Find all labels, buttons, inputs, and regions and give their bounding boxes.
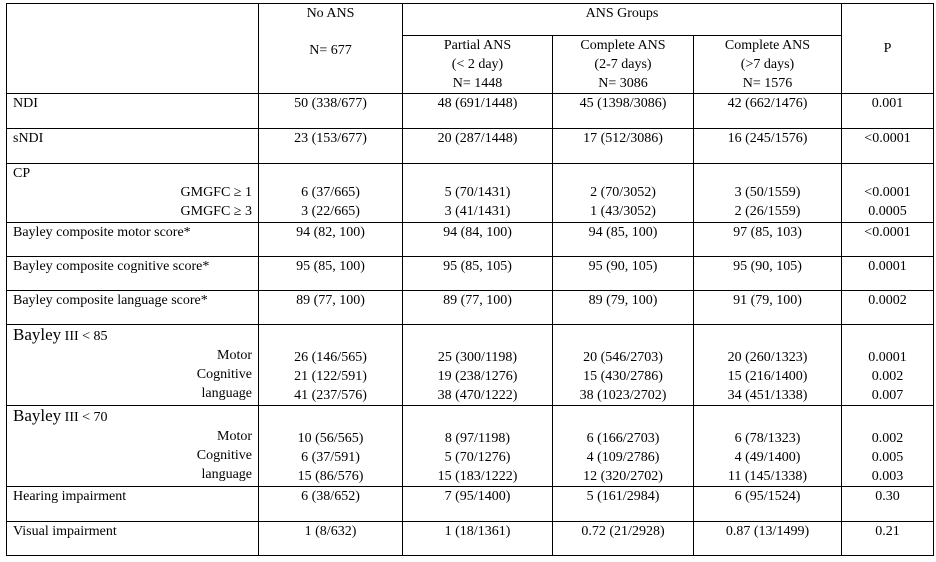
cell-p xyxy=(842,406,934,487)
cell-value: 15 (183/1222) xyxy=(437,469,518,484)
cell-partial xyxy=(403,164,553,223)
sub-label: GMGFC ≥ 1 xyxy=(180,185,252,200)
row-label: Bayley composite motor score* xyxy=(7,223,259,257)
cell-complete-2-7 xyxy=(553,164,694,223)
table-row-cognitive xyxy=(7,257,934,291)
cell-value: 21 (122/591) xyxy=(294,369,367,384)
sub-label: language xyxy=(201,386,252,401)
cell-value: 15 (86/576) xyxy=(297,469,364,484)
results-table xyxy=(6,3,934,556)
sub-label: Cognitive xyxy=(196,367,252,382)
row-label: Bayley xyxy=(13,406,62,425)
cell-complete-2-7 xyxy=(553,325,694,406)
group-name: Partial ANS xyxy=(443,38,512,53)
header-no-ans xyxy=(259,4,403,94)
cell-value: 10 (56/565) xyxy=(297,431,364,446)
cell-complete-2-7: 0.72 (21/2928) xyxy=(553,522,694,556)
cell-value: 20 (260/1323) xyxy=(727,350,808,365)
sub-label: language xyxy=(201,467,252,482)
cell-partial xyxy=(403,325,553,406)
cell-complete-7: 97 (85, 103) xyxy=(694,223,842,257)
cell-complete-2-7: 45 (1398/3086) xyxy=(553,94,694,129)
cell-value: <0.0001 xyxy=(864,185,911,200)
no-ans-n: N= 677 xyxy=(309,43,352,58)
cell-value: 15 (430/2786) xyxy=(583,369,663,384)
cell-no-ans: 89 (77, 100) xyxy=(259,291,403,325)
cell-value: 0.0001 xyxy=(868,350,907,365)
cell-value: 38 (470/1222) xyxy=(437,388,518,403)
cell-p xyxy=(842,325,934,406)
table-row-sndi xyxy=(7,129,934,164)
row-label-bayley-70 xyxy=(7,406,259,487)
cell-complete-2-7: 95 (90, 105) xyxy=(553,257,694,291)
header-ans-groups: ANS Groups xyxy=(403,4,842,36)
row-label: CP xyxy=(13,166,31,181)
cell-partial: 48 (691/1448) xyxy=(403,94,553,129)
cell-value: 5 (70/1276) xyxy=(444,450,511,465)
cell-p: <0.0001 xyxy=(842,129,934,164)
group-n: N= 3086 xyxy=(598,76,648,91)
table-row-bayley-70 xyxy=(7,406,934,487)
sub-label: Motor xyxy=(217,429,252,444)
cell-complete-7: 16 (245/1576) xyxy=(694,129,842,164)
cell-value: 0.0005 xyxy=(868,204,907,219)
cell-value: 41 (237/576) xyxy=(294,388,367,403)
cell-partial: 7 (95/1400) xyxy=(403,487,553,522)
cell-p: 0.0002 xyxy=(842,291,934,325)
cell-value: 4 (49/1400) xyxy=(734,450,801,465)
cell-no-ans: 1 (8/632) xyxy=(259,522,403,556)
row-label-cp xyxy=(7,164,259,223)
cell-complete-2-7: 17 (512/3086) xyxy=(553,129,694,164)
cell-complete-2-7: 94 (85, 100) xyxy=(553,223,694,257)
cell-complete-7 xyxy=(694,325,842,406)
header-blank-cell xyxy=(7,4,259,94)
cell-complete-2-7: 89 (79, 100) xyxy=(553,291,694,325)
cell-value: 3 (50/1559) xyxy=(734,185,801,200)
cell-value: 2 (70/3052) xyxy=(590,185,656,200)
cell-value: 3 (41/1431) xyxy=(444,204,511,219)
cell-value: 2 (26/1559) xyxy=(734,204,801,219)
cell-value: 0.005 xyxy=(871,450,904,465)
cell-p xyxy=(842,164,934,223)
cell-p: 0.30 xyxy=(842,487,934,522)
cell-value: 0.002 xyxy=(871,431,904,446)
cell-no-ans xyxy=(259,164,403,223)
cell-value: 6 (78/1323) xyxy=(734,431,801,446)
table-row-language xyxy=(7,291,934,325)
row-label: Hearing impairment xyxy=(7,487,259,522)
table-row-bayley-85 xyxy=(7,325,934,406)
group-n: N= 1448 xyxy=(452,76,503,91)
cell-no-ans xyxy=(259,325,403,406)
cell-p: <0.0001 xyxy=(842,223,934,257)
cell-value: 15 (216/1400) xyxy=(727,369,808,384)
row-label: NDI xyxy=(7,94,259,129)
cell-no-ans: 94 (82, 100) xyxy=(259,223,403,257)
row-label: Visual impairment xyxy=(7,522,259,556)
row-label: Bayley xyxy=(13,325,62,344)
cell-value: 19 (238/1276) xyxy=(437,369,518,384)
group-duration: (>7 days) xyxy=(740,57,795,72)
header-row-1 xyxy=(7,4,934,36)
header-p xyxy=(842,4,934,94)
cell-value: 34 (451/1338) xyxy=(727,388,808,403)
cell-p: 0.0001 xyxy=(842,257,934,291)
cell-complete-7 xyxy=(694,164,842,223)
group-duration: (< 2 day) xyxy=(451,57,504,72)
cell-value: 3 (22/665) xyxy=(301,204,360,219)
cell-partial: 94 (84, 100) xyxy=(403,223,553,257)
cell-value: 6 (37/665) xyxy=(301,185,360,200)
group-duration: (2-7 days) xyxy=(594,57,652,72)
cell-p: 0.001 xyxy=(842,94,934,129)
cell-value: 6 (166/2703) xyxy=(586,431,660,446)
row-label-suffix: III < 85 xyxy=(64,329,108,344)
cell-value: 0.002 xyxy=(871,369,904,384)
cell-p: 0.21 xyxy=(842,522,934,556)
cell-value: 11 (145/1338) xyxy=(727,469,808,484)
cell-value: 25 (300/1198) xyxy=(437,350,518,365)
cell-value: 8 (97/1198) xyxy=(444,431,511,446)
header-group-complete-7 xyxy=(694,36,842,94)
row-label: Bayley composite language score* xyxy=(7,291,259,325)
cell-partial: 89 (77, 100) xyxy=(403,291,553,325)
row-label: Bayley composite cognitive score* xyxy=(7,257,259,291)
group-name: Complete ANS xyxy=(724,38,811,53)
table-row-motor xyxy=(7,223,934,257)
cell-no-ans: 23 (153/677) xyxy=(259,129,403,164)
cell-value: 5 (70/1431) xyxy=(444,185,511,200)
sub-label: Cognitive xyxy=(196,448,252,463)
header-group-complete-2-7 xyxy=(553,36,694,94)
cell-partial xyxy=(403,406,553,487)
no-ans-title: No ANS xyxy=(306,6,355,21)
row-label-suffix: III < 70 xyxy=(64,410,108,425)
header-group-partial xyxy=(403,36,553,94)
cell-complete-7: 6 (95/1524) xyxy=(694,487,842,522)
table-row-hearing xyxy=(7,487,934,522)
p-label: P xyxy=(883,41,892,56)
cell-value: 12 (320/2702) xyxy=(583,469,663,484)
cell-value: 0.003 xyxy=(871,469,904,484)
cell-complete-7: 91 (79, 100) xyxy=(694,291,842,325)
cell-value: 6 (37/591) xyxy=(301,450,360,465)
cell-complete-2-7 xyxy=(553,406,694,487)
row-label-bayley-85 xyxy=(7,325,259,406)
cell-partial: 20 (287/1448) xyxy=(403,129,553,164)
cell-value: 38 (1023/2702) xyxy=(579,388,667,403)
cell-value: 26 (146/565) xyxy=(294,350,367,365)
group-name: Complete ANS xyxy=(580,38,666,53)
cell-complete-7 xyxy=(694,406,842,487)
cell-no-ans: 6 (38/652) xyxy=(259,487,403,522)
cell-no-ans: 50 (338/677) xyxy=(259,94,403,129)
cell-value: 0.007 xyxy=(871,388,904,403)
table-row-cp xyxy=(7,164,934,223)
sub-label: GMGFC ≥ 3 xyxy=(180,204,252,219)
table-row-visual xyxy=(7,522,934,556)
cell-no-ans xyxy=(259,406,403,487)
cell-value: 20 (546/2703) xyxy=(583,350,663,365)
cell-partial: 1 (18/1361) xyxy=(403,522,553,556)
cell-no-ans: 95 (85, 100) xyxy=(259,257,403,291)
sub-label: Motor xyxy=(217,348,252,363)
cell-complete-7: 0.87 (13/1499) xyxy=(694,522,842,556)
group-n: N= 1576 xyxy=(742,76,793,91)
row-label: sNDI xyxy=(7,129,259,164)
cell-value: 1 (43/3052) xyxy=(590,204,656,219)
cell-complete-7: 42 (662/1476) xyxy=(694,94,842,129)
cell-complete-7: 95 (90, 105) xyxy=(694,257,842,291)
cell-complete-2-7: 5 (161/2984) xyxy=(553,487,694,522)
cell-partial: 95 (85, 105) xyxy=(403,257,553,291)
cell-value: 4 (109/2786) xyxy=(586,450,660,465)
table-row-ndi xyxy=(7,94,934,129)
